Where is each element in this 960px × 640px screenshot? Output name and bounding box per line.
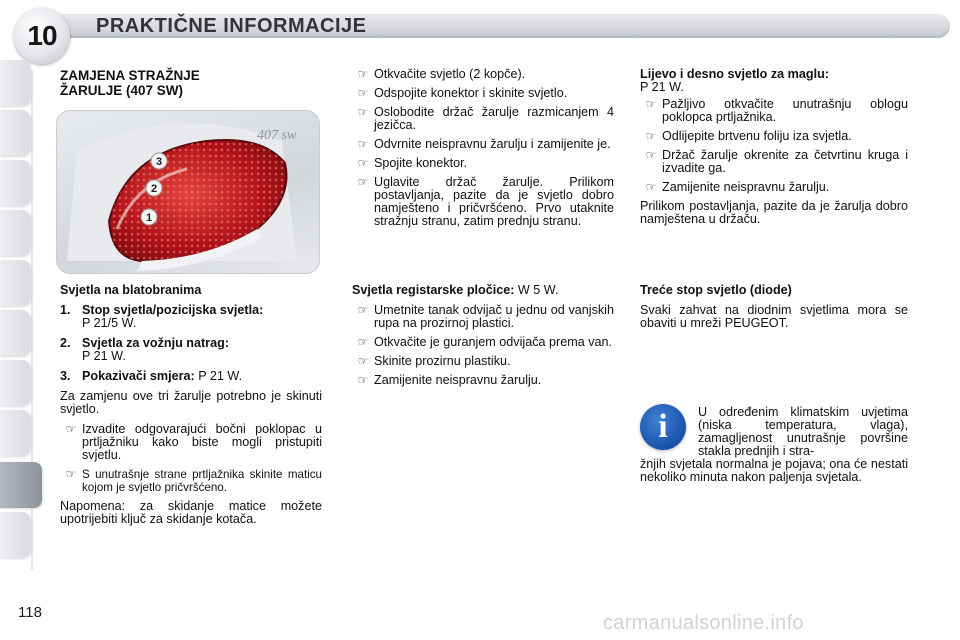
bulb-item-3 xyxy=(60,370,322,383)
watermark: carmanualsonline.info xyxy=(603,612,804,634)
chapter-tab-5[interactable] xyxy=(0,260,30,306)
bullet-item xyxy=(352,355,614,368)
svg-text:3: 3 xyxy=(155,156,163,168)
bullet-text: Spojite konektor. xyxy=(374,156,468,170)
bullet-text: Odlijepite brtvenu foliju iza svjetla. xyxy=(662,129,852,143)
page-number: 118 xyxy=(18,604,42,621)
item-value: P 21 W. xyxy=(82,349,126,363)
item-label: Stop svjetla/pozicijska svjetla: xyxy=(82,303,264,317)
section-title-line1: ZAMJENA STRAŽNJE xyxy=(60,68,200,83)
info-note-text-indented: U određenim klimatskim uvjetima (niska temperatura, vlaga), zamagljenost unutrašnje površine stakla prednjih i stra- xyxy=(698,405,908,458)
chapter-tab-11[interactable] xyxy=(0,512,30,558)
svg-text:2: 2 xyxy=(150,183,158,195)
note-paragraph: Napomena: za skidanje matice možete upotrijebiti ključ za skidanje kotača. xyxy=(60,499,322,526)
callout-2 xyxy=(146,180,162,196)
pointing-hand-icon: ☞ xyxy=(65,467,77,481)
pointing-hand-icon: ☞ xyxy=(645,180,657,194)
bullet-item xyxy=(640,181,908,194)
chapter-tab-2[interactable] xyxy=(0,110,30,156)
callout-3 xyxy=(151,153,167,169)
pointing-hand-icon: ☞ xyxy=(645,97,657,111)
right-text-column-top xyxy=(640,68,908,233)
fender-lights-heading: Svjetla na blatobranima xyxy=(60,283,202,297)
svg-text:1: 1 xyxy=(145,212,153,224)
third-stop-light-text: Svaki zahvat na diodnim svjetlima mora se obaviti u mreži PEUGEOT. xyxy=(640,303,908,330)
info-note-text: žnjih svjetala normalna je pojava; ona će nestati nekoliko minuta nakon paljenja svjetala. xyxy=(640,457,908,484)
middle-text-column-bottom xyxy=(352,284,614,393)
bullet-item xyxy=(352,304,614,330)
chapter-title: PRAKTIČNE INFORMACIJE xyxy=(96,15,367,37)
bullet-item xyxy=(352,138,614,151)
bullet-text: Uglavite držač žarulje. Prilikom postavljanja, pazite da je svjetlo dobro namješteno i pričvršćeno. Prvo utaknite stražnju stranu, zatim prednju stranu. xyxy=(374,175,614,228)
chapter-tab-8[interactable] xyxy=(0,410,30,456)
bullet-item xyxy=(352,176,614,228)
callout-1 xyxy=(141,209,157,225)
bullet-text: S unutrašnje strane prtljažnika skinite maticu kojom je svjetlo pričvršćeno. xyxy=(82,468,322,494)
item-number: 1. xyxy=(60,303,71,317)
bullet-text: Otkvačite je guranjem odvijača prema van. xyxy=(374,335,612,349)
item-label: Svjetla za vožnju natrag: xyxy=(82,336,229,350)
pointing-hand-icon: ☞ xyxy=(357,86,369,100)
left-text-column xyxy=(60,284,322,533)
pointing-hand-icon: ☞ xyxy=(645,129,657,143)
bullet-item xyxy=(640,149,908,175)
chapter-tab-3[interactable] xyxy=(0,160,30,206)
bullet-text: Umetnite tanak odvijač u jednu od vanjskih rupa na prozirnoj plastici. xyxy=(374,303,614,330)
pointing-hand-icon: ☞ xyxy=(645,148,657,162)
section-title xyxy=(60,68,322,98)
third-stop-light-heading: Treće stop svjetlo (diode) xyxy=(640,283,792,297)
bullet-item xyxy=(60,423,322,462)
bullet-text: Skinite prozirnu plastiku. xyxy=(374,354,511,368)
tail-light-illustration xyxy=(57,111,319,273)
tail-light-photo xyxy=(56,110,320,274)
pointing-hand-icon: ☞ xyxy=(357,303,369,317)
fog-light-note: Prilikom postavljanja, pazite da je žarulja dobro namještena u držaču. xyxy=(640,199,908,226)
item-label: Pokazivači smjera: xyxy=(82,369,195,383)
item-value: P 21 W. xyxy=(194,369,243,383)
plate-heading-value: W 5 W. xyxy=(514,283,559,297)
bullet-item xyxy=(640,130,908,143)
bullet-text: Odvrnite neispravnu žarulju i zamijenite je. xyxy=(374,137,611,151)
pointing-hand-icon: ☞ xyxy=(357,335,369,349)
info-icon: i xyxy=(640,404,686,450)
bullet-text: Izvadite odgovarajući bočni poklopac u prtljažniku kako biste mogli pristupiti svjetlu. xyxy=(82,422,322,462)
bullet-text: Držač žarulje okrenite za četvrtinu kruga i izvadite ga. xyxy=(662,148,908,175)
bullet-item xyxy=(352,87,614,100)
fog-light-heading: Lijevo i desno svjetlo za maglu: xyxy=(640,67,829,81)
info-note xyxy=(640,406,908,484)
bullet-text: Zamijenite neispravnu žarulju. xyxy=(662,180,830,194)
plate-heading-label: Svjetla registarske pločice: xyxy=(352,283,515,297)
chapter-tab-10-active[interactable] xyxy=(0,462,42,508)
section-title-line2: ŽARULJE (407 SW) xyxy=(60,83,184,98)
bullet-text: Odspojite konektor i skinite svjetlo. xyxy=(374,86,568,100)
item-number: 3. xyxy=(60,369,71,383)
bullet-item xyxy=(352,374,614,387)
pointing-hand-icon: ☞ xyxy=(357,105,369,119)
bullet-item xyxy=(640,98,908,124)
item-number: 2. xyxy=(60,336,71,350)
chapter-tab-4[interactable] xyxy=(0,210,30,256)
pointing-hand-icon: ☞ xyxy=(357,354,369,368)
right-text-column-mid xyxy=(640,284,908,337)
bullet-item xyxy=(352,157,614,170)
bulb-item-2 xyxy=(60,337,322,363)
pointing-hand-icon: ☞ xyxy=(357,67,369,81)
middle-text-column-top xyxy=(352,68,614,234)
plate-lights-heading xyxy=(352,284,614,297)
bullet-item xyxy=(352,106,614,132)
pointing-hand-icon: ☞ xyxy=(357,137,369,151)
chapter-number-badge: 10 xyxy=(14,8,70,64)
bullet-item xyxy=(352,68,614,81)
bullet-item xyxy=(60,468,322,494)
bullet-text: Otkvačite svjetlo (2 kopče). xyxy=(374,67,526,81)
chapter-tab-6[interactable] xyxy=(0,310,30,356)
pointing-hand-icon: ☞ xyxy=(65,422,77,436)
pointing-hand-icon: ☞ xyxy=(357,175,369,189)
pointing-hand-icon: ☞ xyxy=(357,156,369,170)
bullet-text: Oslobodite držač žarulje razmicanjem 4 jezičca. xyxy=(374,105,614,132)
paragraph: Za zamjenu ove tri žarulje potrebno je skinuti svjetlo. xyxy=(60,389,322,416)
chapter-tab-7[interactable] xyxy=(0,360,30,406)
chapter-tab-1[interactable] xyxy=(0,60,30,106)
bullet-text: Pažljivo otkvačite unutrašnju oblogu poklopca prtljažnika. xyxy=(662,97,908,124)
bullet-item xyxy=(352,336,614,349)
fog-light-value: P 21 W. xyxy=(640,80,684,94)
bullet-text: Zamijenite neispravnu žarulju. xyxy=(374,373,542,387)
item-value: P 21/5 W. xyxy=(82,316,137,330)
pointing-hand-icon: ☞ xyxy=(357,373,369,387)
bulb-item-1 xyxy=(60,304,322,330)
model-badge: 407 sw xyxy=(257,128,297,143)
